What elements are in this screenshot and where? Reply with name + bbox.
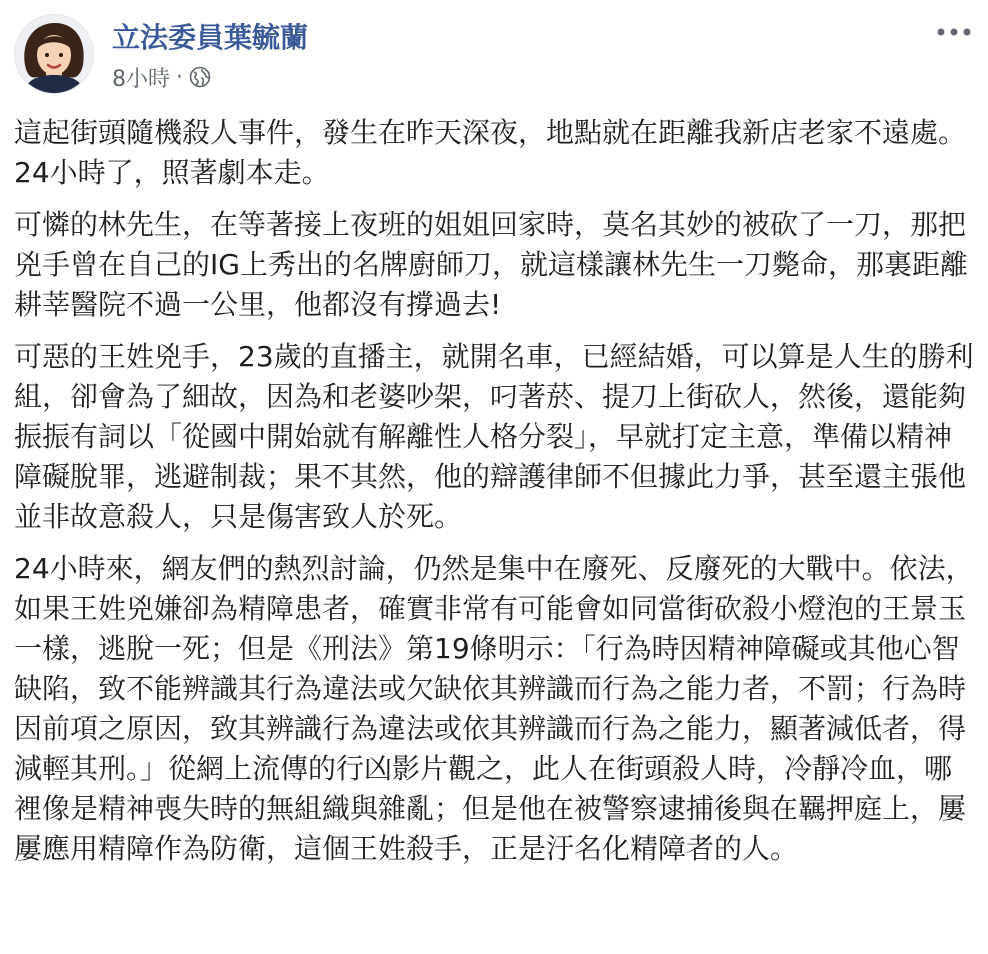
post-paragraph-3: 可惡的王姓兇手，23歲的直播主，就開名車，已經結婚，可以算是人生的勝利組，卻會為了細故，因為和老婆吵架，叼著菸、提刀上街砍人，然後，還能夠振振有詞以「從國中開始就有解離性人格分裂」，早就打定主意，準備以精神障礙脫罪，逃避制裁；果不其然，他的辯護律師不但據此力爭，甚至還主張他並非故意殺人，只是傷害致人於死。 (14, 340, 974, 533)
post-meta (112, 62, 211, 92)
post-content (14, 113, 974, 869)
more-options-icon[interactable] (934, 18, 974, 46)
meta-separator: · (176, 64, 183, 90)
author-name-link[interactable]: 立法委員葉毓蘭 (112, 21, 309, 54)
post-timestamp[interactable]: 8小時 (112, 66, 170, 92)
post-paragraph-4: 24小時來，網友們的熱烈討論，仍然是集中在廢死、反廢死的大戰中。依法，如果王姓兇嫌卻為精障患者，確實非常有可能會如同當街砍殺小燈泡的王景玉一樣，逃脫一死；但是《刑法》第19條明示：「行為時因精神障礙或其他心智缺陷，致不能辨識其行為違法或欠缺依其辨識而行為之能力者，不罰；行為時因前項之原因，致其辨識行為違法或依其辨識而行為之能力，顯著減低者，得減輕其刑。」從網上流傳的行凶影片觀之，此人在街頭殺人時，冷靜冷血，哪裡像是精神喪失時的無組織與雜亂；但是他在被警察逮捕後與在羈押庭上，屢屢應用精障作為防衛，這個王姓殺手，正是汙名化精障者的人。 (14, 552, 974, 865)
post-header (0, 0, 988, 100)
post-paragraph-2: 可憐的林先生，在等著接上夜班的姐姐回家時，莫名其妙的被砍了一刀，那把兇手曾在自己的IG上秀出的名牌廚師刀，就這樣讓林先生一刀斃命，那裏距離耕莘醫院不過一公里，他都沒有撐過去! (14, 208, 968, 321)
avatar[interactable] (14, 14, 94, 94)
post-paragraph-1: 這起街頭隨機殺人事件，發生在昨天深夜，地點就在距離我新店老家不遠處。 24小時了，照著劇本走。 (14, 116, 967, 189)
globe-icon[interactable] (189, 66, 211, 88)
avatar-portrait (15, 15, 93, 93)
